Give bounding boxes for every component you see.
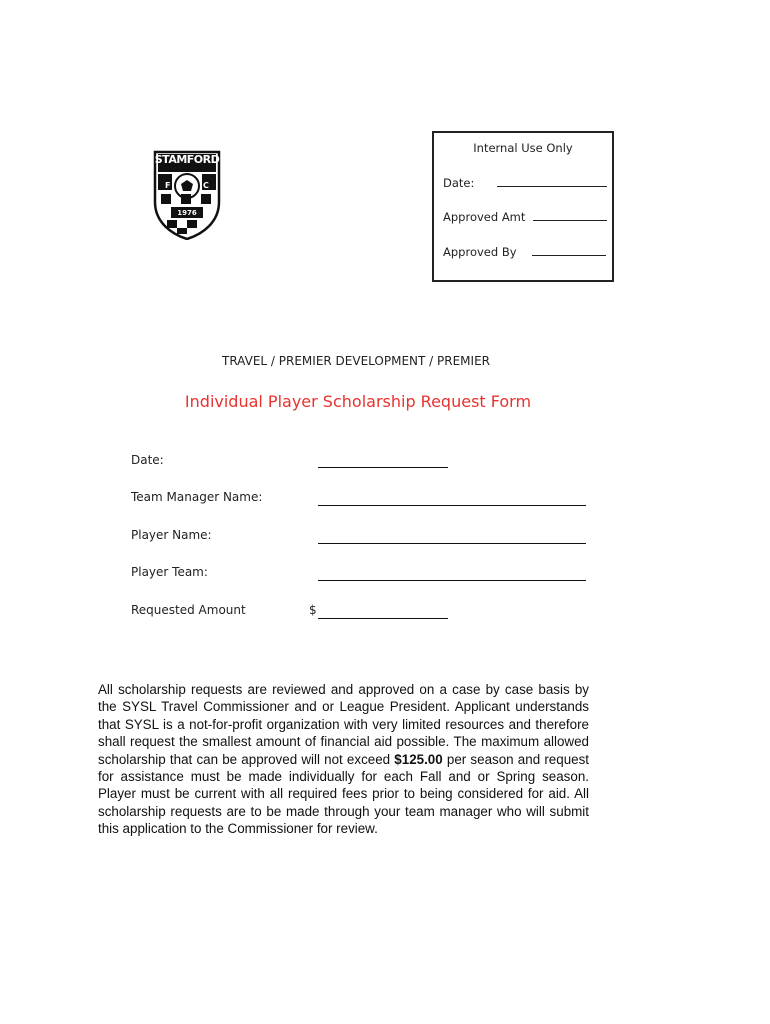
player-name-label: Player Name: [131,528,212,542]
logo-year: 1976 [177,209,197,217]
requested-amount-field[interactable] [318,618,448,619]
player-team-field[interactable] [318,580,586,581]
logo-letter-c: C [203,181,209,190]
requested-amount-label: Requested Amount [131,603,246,617]
player-team-label: Player Team: [131,565,208,579]
date-label: Date: [131,453,164,467]
policy-text-part2: per season and request for assistance must be made individually for each Fall and or Spring season. Player must be current with all required fees prior to being considered for aid. All scholarship requests are to be made through your team manager who will submit this application to the Commissioner for review. [98,751,589,837]
internal-date-row [443,176,607,190]
scholarship-policy-text [98,681,589,838]
internal-approved-amt-label: Approved Amt [443,210,526,224]
internal-approved-amt-field[interactable] [533,210,607,221]
stamford-fc-logo [153,150,221,240]
form-title: Individual Player Scholarship Request Form [184,392,532,411]
internal-use-box [432,131,614,282]
date-field[interactable] [318,467,448,468]
internal-date-field[interactable] [497,176,607,187]
policy-text-part1: All scholarship requests are reviewed and approved on a case by case basis by the SYSL Travel Commissioner and or League President. Applicant understands that SYSL is a not-for-profit organization with very limited resources and therefore shall request the smallest amount of financial aid possible. The maximum allowed scholarship that can be approved will not exceed [98,682,589,767]
internal-date-label: Date: [443,176,475,190]
logo-wordmark: STAMFORD [154,153,220,166]
internal-approved-by-field[interactable] [532,245,606,256]
currency-symbol: $ [309,603,317,617]
program-line: TRAVEL / PREMIER DEVELOPMENT / PREMIER [222,354,490,368]
internal-approved-amt-row [443,210,607,224]
internal-approved-by-label: Approved By [443,245,517,259]
player-name-field[interactable] [318,543,586,544]
logo-letter-f: F [165,181,171,190]
internal-approved-by-row [443,245,606,259]
team-manager-field[interactable] [318,505,586,506]
max-scholarship-amount: $125.00 [394,751,443,767]
internal-use-title: Internal Use Only [473,141,573,155]
team-manager-label: Team Manager Name: [131,490,263,504]
